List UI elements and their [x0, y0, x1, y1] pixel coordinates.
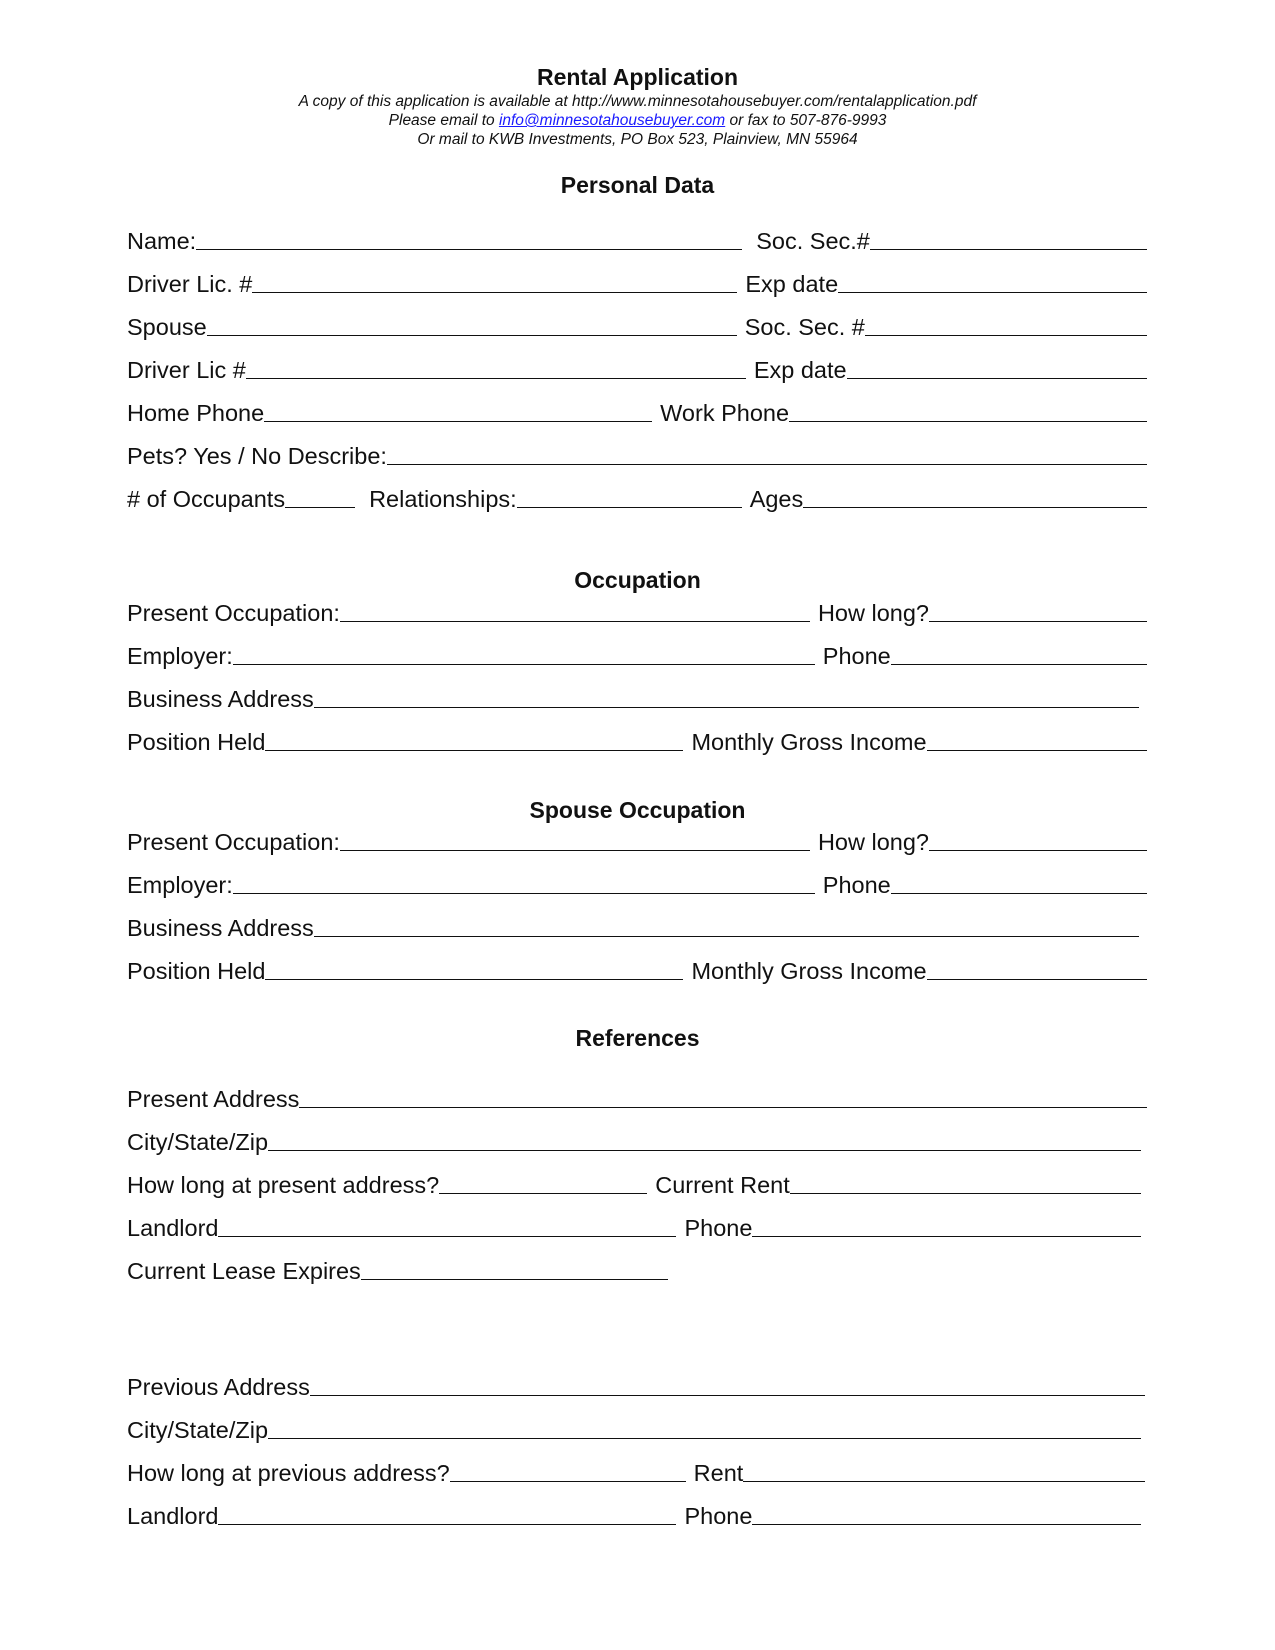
employer-label: Employer: — [127, 643, 233, 669]
spouse-employer-phone-field[interactable] — [891, 893, 1147, 894]
relationships-label: Relationships: — [369, 486, 517, 512]
work-phone-label: Work Phone — [660, 400, 790, 426]
city-state-zip-label: City/State/Zip — [127, 1129, 269, 1155]
occupants-field[interactable] — [285, 507, 355, 508]
prev-landlord-label: Landlord — [127, 1503, 219, 1529]
fax-text: or fax to 507-876-9993 — [725, 112, 887, 129]
ssn-label: Soc. Sec.# — [756, 228, 870, 254]
present-occupation-field[interactable] — [340, 621, 810, 622]
spouse-monthly-income-label: Monthly Gross Income — [691, 958, 927, 984]
pets-field[interactable] — [387, 464, 1147, 465]
row-prev-city-state-zip — [127, 1414, 1147, 1444]
name-label: Name: — [127, 228, 197, 254]
exp-date-label: Exp date — [745, 271, 839, 297]
spouse-business-address-label: Business Address — [127, 915, 314, 941]
home-phone-field[interactable] — [264, 421, 652, 422]
row-previous-address — [127, 1371, 1147, 1401]
spouse-exp-date-field[interactable] — [847, 378, 1147, 379]
row-spouse — [127, 311, 1147, 341]
city-state-zip-field[interactable] — [268, 1150, 1141, 1151]
prev-landlord-field[interactable] — [218, 1524, 676, 1525]
spouse-driver-lic-label: Driver Lic # — [127, 357, 246, 383]
row-spouse-position-held — [127, 955, 1147, 985]
ssn-field[interactable] — [870, 249, 1147, 250]
spouse-field[interactable] — [207, 335, 737, 336]
prev-landlord-phone-field[interactable] — [752, 1524, 1141, 1525]
section-title-references: References — [575, 1025, 700, 1051]
spouse-employer-phone-label: Phone — [822, 872, 891, 898]
previous-address-field[interactable] — [310, 1395, 1145, 1396]
document-title: Rental Application — [536, 64, 739, 90]
row-spouse-driver-lic — [127, 354, 1147, 384]
spouse-position-held-label: Position Held — [127, 958, 266, 984]
email-prefix: Please email to — [388, 112, 499, 129]
current-rent-field[interactable] — [790, 1193, 1141, 1194]
previous-address-label: Previous Address — [127, 1374, 310, 1400]
current-rent-label: Current Rent — [655, 1172, 790, 1198]
how-long-present-field[interactable] — [439, 1193, 647, 1194]
spouse-employer-field[interactable] — [233, 893, 815, 894]
spouse-monthly-income-field[interactable] — [927, 979, 1147, 980]
how-long-previous-field[interactable] — [450, 1481, 686, 1482]
row-occupants — [127, 483, 1147, 513]
row-present-address — [127, 1083, 1147, 1113]
prev-city-state-zip-label: City/State/Zip — [127, 1417, 269, 1443]
spouse-ssn-label: Soc. Sec. # — [744, 314, 865, 340]
section-title-personal-data: Personal Data — [560, 172, 715, 198]
row-spouse-employer — [127, 869, 1147, 899]
how-long-field[interactable] — [929, 621, 1147, 622]
row-prev-landlord — [127, 1500, 1147, 1530]
email-link[interactable]: info@minnesotahousebuyer.com — [498, 112, 726, 129]
employer-phone-label: Phone — [822, 643, 891, 669]
document-header — [0, 62, 1275, 149]
occupants-label: # of Occupants — [127, 486, 286, 512]
business-address-field[interactable] — [314, 707, 1139, 708]
employer-phone-field[interactable] — [891, 664, 1147, 665]
spouse-how-long-label: How long? — [817, 829, 929, 855]
present-address-label: Present Address — [127, 1086, 300, 1112]
row-name — [127, 225, 1147, 255]
spouse-business-address-field[interactable] — [314, 936, 1139, 937]
row-how-long-present — [127, 1169, 1147, 1199]
row-business-address — [127, 683, 1147, 713]
driver-lic-label: Driver Lic. # — [127, 271, 253, 297]
row-pets — [127, 440, 1147, 470]
pets-label: Pets? Yes / No Describe: — [127, 443, 387, 469]
position-held-label: Position Held — [127, 729, 266, 755]
how-long-previous-label: How long at previous address? — [127, 1460, 450, 1486]
row-position-held — [127, 726, 1147, 756]
landlord-field[interactable] — [218, 1236, 676, 1237]
lease-expires-label: Current Lease Expires — [127, 1258, 361, 1284]
monthly-income-field[interactable] — [927, 750, 1147, 751]
row-how-long-previous — [127, 1457, 1147, 1487]
work-phone-field[interactable] — [789, 421, 1147, 422]
employer-field[interactable] — [233, 664, 815, 665]
prev-city-state-zip-field[interactable] — [268, 1438, 1141, 1439]
spouse-how-long-field[interactable] — [929, 850, 1147, 851]
lease-expires-field[interactable] — [361, 1279, 668, 1280]
contact-note — [0, 111, 1275, 130]
rent-field[interactable] — [743, 1481, 1145, 1482]
row-city-state-zip — [127, 1126, 1147, 1156]
availability-note: A copy of this application is available at http://www.minnesotahousebuyer.com/rentalapplication.pdf — [298, 93, 977, 110]
driver-lic-field[interactable] — [252, 292, 737, 293]
exp-date-field[interactable] — [838, 292, 1147, 293]
section-title-occupation: Occupation — [574, 567, 701, 593]
present-address-field[interactable] — [299, 1107, 1147, 1108]
ages-label: Ages — [749, 486, 804, 512]
row-driver-lic — [127, 268, 1147, 298]
mail-note: Or mail to KWB Investments, PO Box 523, Plainview, MN 55964 — [417, 131, 858, 148]
spouse-label: Spouse — [127, 314, 207, 340]
landlord-phone-field[interactable] — [752, 1236, 1141, 1237]
landlord-phone-label: Phone — [684, 1215, 753, 1241]
spouse-driver-lic-field[interactable] — [246, 378, 746, 379]
ages-field[interactable] — [803, 507, 1147, 508]
row-phones — [127, 397, 1147, 427]
row-spouse-present-occupation — [127, 826, 1147, 856]
spouse-present-occupation-field[interactable] — [340, 850, 810, 851]
prev-landlord-phone-label: Phone — [684, 1503, 753, 1529]
name-field[interactable] — [196, 249, 742, 250]
spouse-position-held-field[interactable] — [265, 979, 683, 980]
row-spouse-business-address — [127, 912, 1147, 942]
how-long-label: How long? — [817, 600, 929, 626]
section-title-spouse-occupation: Spouse Occupation — [529, 797, 746, 823]
row-lease-expires — [127, 1255, 1147, 1285]
landlord-label: Landlord — [127, 1215, 219, 1241]
relationships-field[interactable] — [517, 507, 742, 508]
spouse-ssn-field[interactable] — [865, 335, 1147, 336]
business-address-label: Business Address — [127, 686, 314, 712]
present-occupation-label: Present Occupation: — [127, 600, 340, 626]
rent-label: Rent — [693, 1460, 744, 1486]
spouse-present-occupation-label: Present Occupation: — [127, 829, 340, 855]
monthly-income-label: Monthly Gross Income — [691, 729, 927, 755]
home-phone-label: Home Phone — [127, 400, 265, 426]
row-employer — [127, 640, 1147, 670]
row-landlord — [127, 1212, 1147, 1242]
position-held-field[interactable] — [265, 750, 683, 751]
how-long-present-label: How long at present address? — [127, 1172, 440, 1198]
row-present-occupation — [127, 597, 1147, 627]
spouse-exp-date-label: Exp date — [753, 357, 847, 383]
spouse-employer-label: Employer: — [127, 872, 233, 898]
